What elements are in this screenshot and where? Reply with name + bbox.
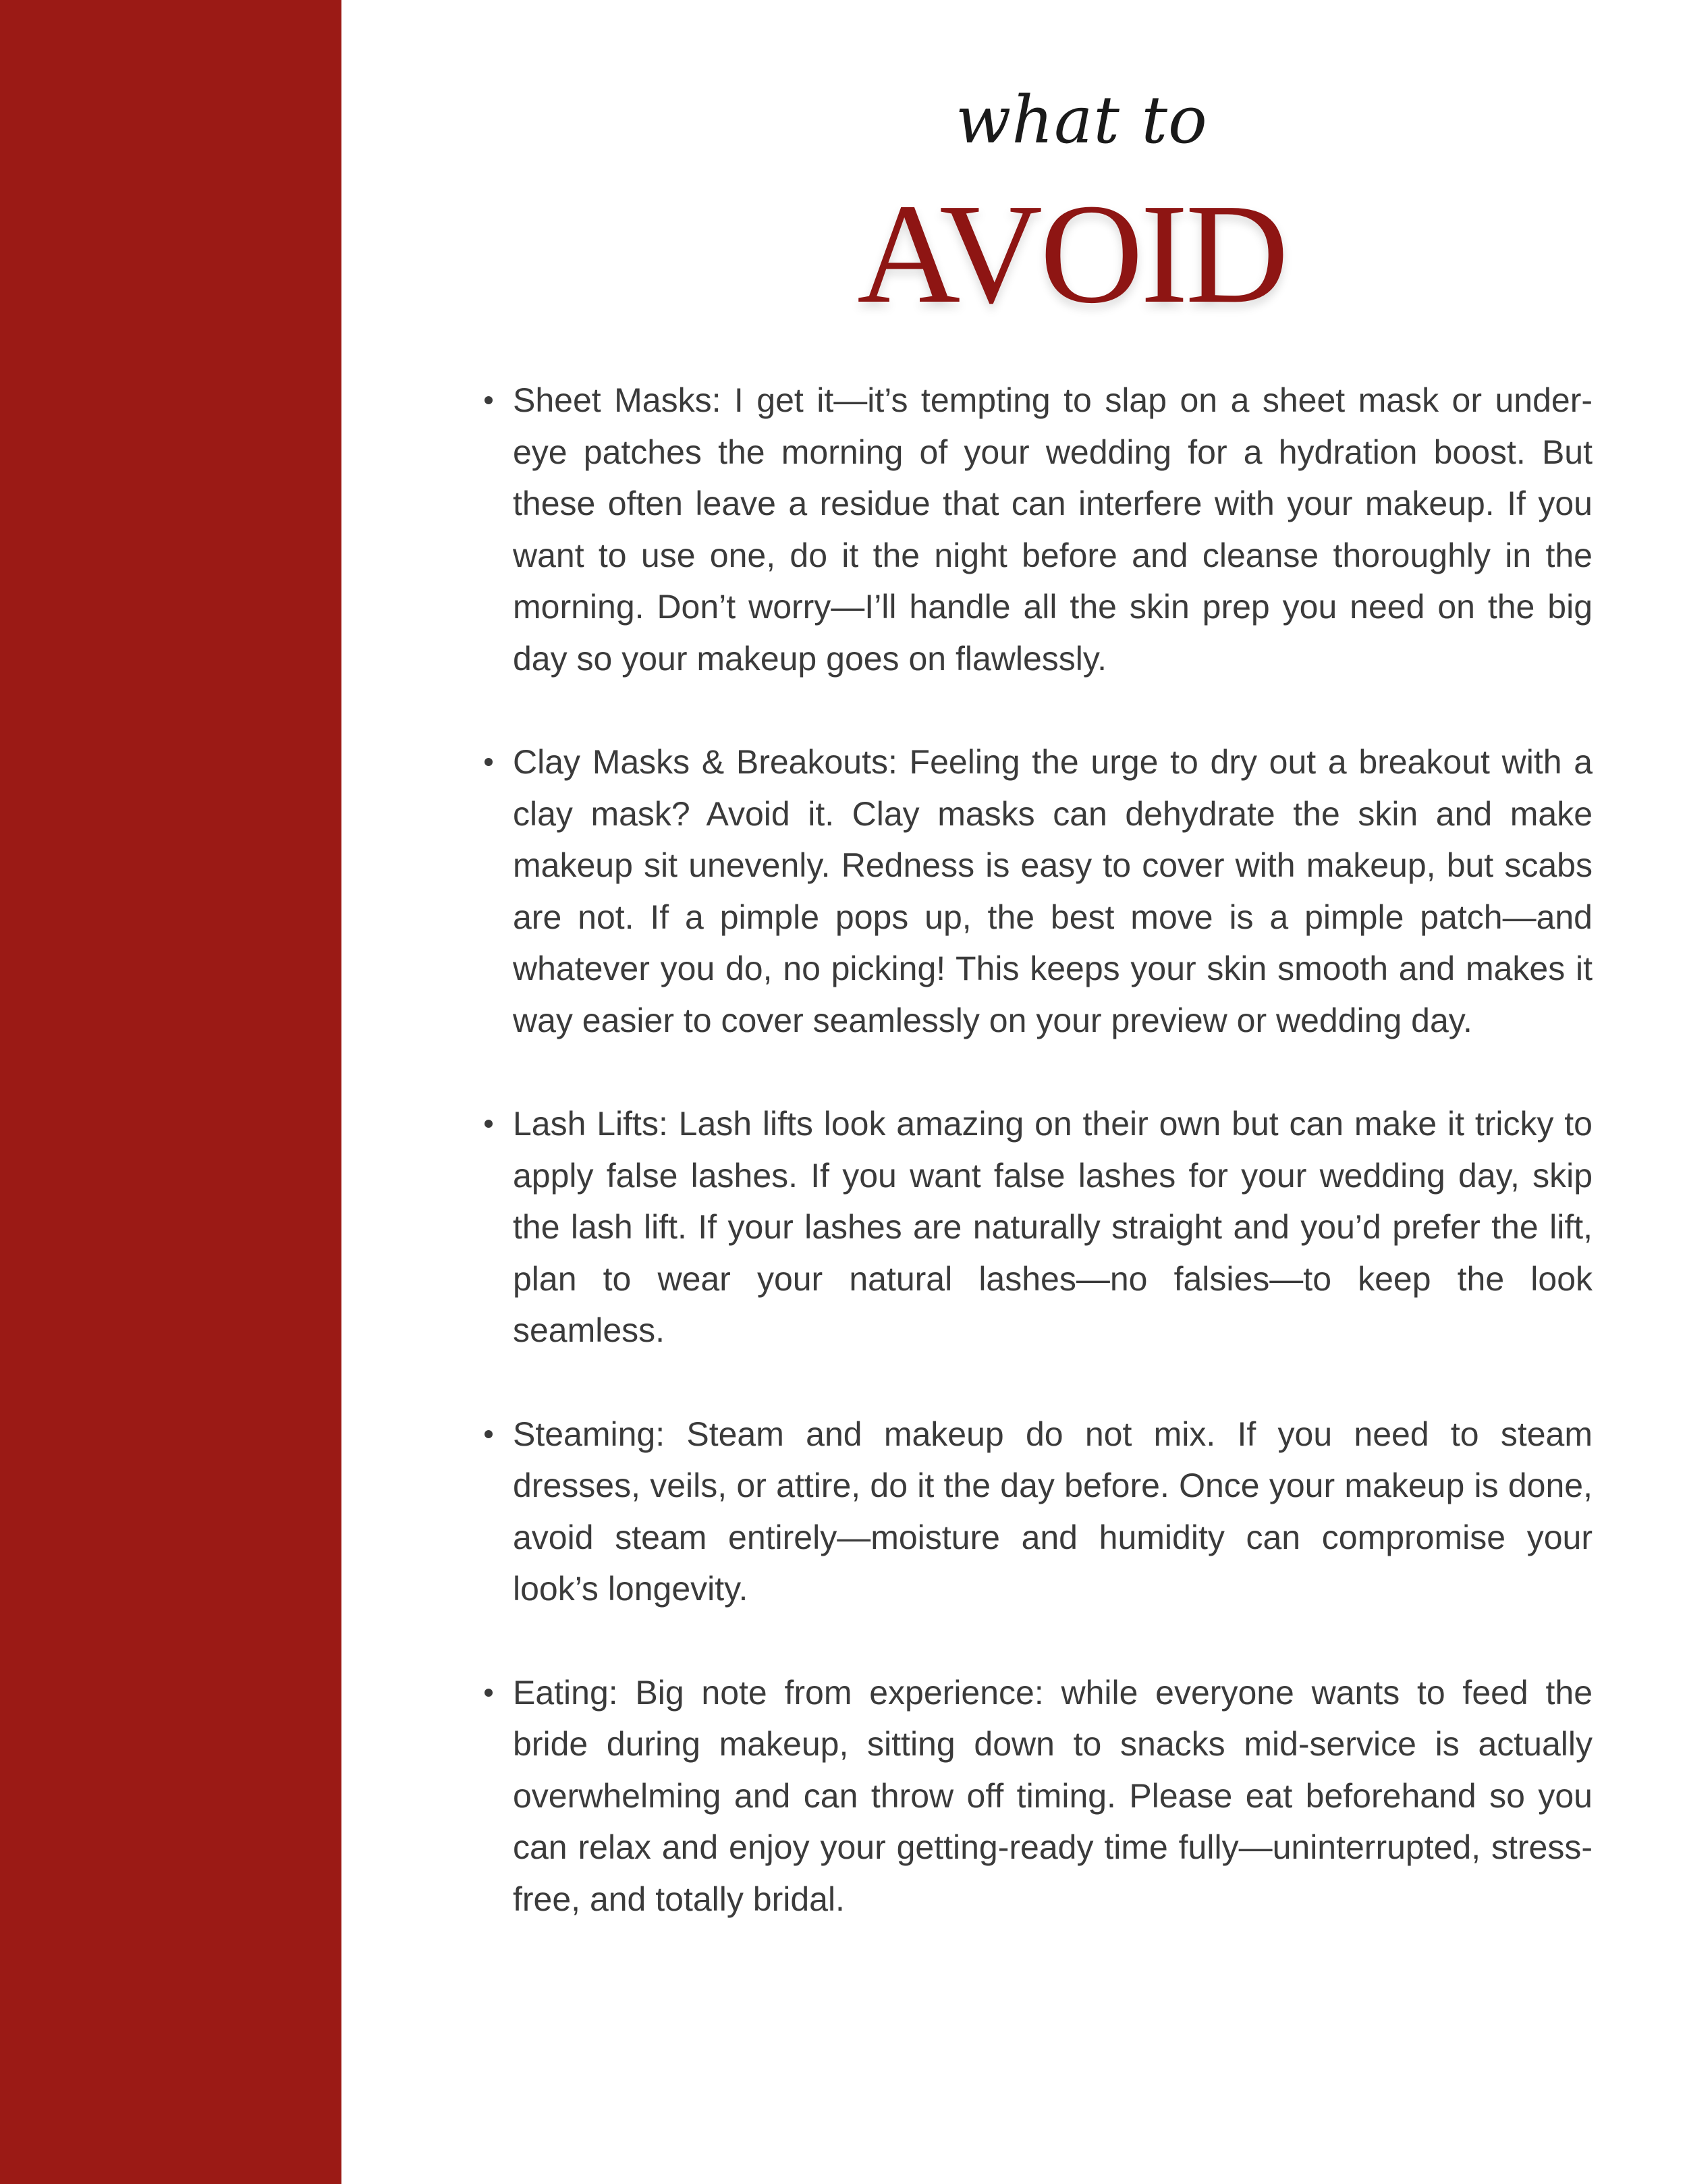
list-item-text: Steaming: Steam and makeup do not mix. If you need to steam dresses, veils, or attire, do it the day before. Once your makeup is done, avoid steam entirely—moisture and humidity can compromise your look’s longevity.	[513, 1415, 1593, 1608]
list-item	[409, 1098, 1593, 1357]
page-title: AVOID	[857, 174, 1286, 333]
list-item-text: Eating: Big note from experience: while everyone wants to feed the bride during makeup, sitting down to snacks mid-service is actually overwhelming and can throw off timing. Please eat beforehand so you can relax and enjoy your getting-ready time fully—uninterrupted, stress-free, and totally bridal.	[513, 1673, 1593, 1918]
bullet-icon	[485, 758, 493, 766]
bullet-icon	[485, 1430, 493, 1438]
heading-script: what to	[956, 82, 1208, 158]
list-item	[409, 736, 1593, 1046]
bullet-icon	[485, 396, 493, 404]
list-item-text: Clay Masks & Breakouts: Feeling the urge to dry out a breakout with a clay mask? Avoid it. Clay masks can dehydrate the skin and make makeup sit unevenly. Redness is easy to cover with makeup, but scabs are not. If a pimple pops up, the best move is a pimple patch—and whatever you do, no picking! This keeps your skin smooth and makes it way easier to cover seamlessly on your preview or wedding day.	[513, 743, 1593, 1039]
bullet-icon	[485, 1120, 493, 1128]
bullet-icon	[485, 1689, 493, 1697]
list-item-text: Lash Lifts: Lash lifts look amazing on their own but can make it tricky to apply false lashes. If you want false lashes for your wedding day, skip the lash lift. If your lashes are naturally straight and you’d prefer the lift, plan to wear your natural lashes—no falsies—to keep the look seamless.	[513, 1105, 1593, 1349]
list-item	[409, 1667, 1593, 1926]
red-sidebar	[0, 0, 341, 2184]
list-item	[409, 375, 1593, 684]
list-item	[409, 1409, 1593, 1615]
list-item-text: Sheet Masks: I get it—it’s tempting to slap on a sheet mask or under-eye patches the morning of your wedding for a hydration boost. But these often leave a residue that can interfere with your makeup. If you want to use one, do it the night before and cleanse thoroughly in the morning. Don’t worry—I’ll handle all the skin prep you need on the big day so your makeup goes on flawlessly.	[513, 381, 1593, 678]
page-content	[341, 0, 1687, 2184]
avoid-list	[409, 375, 1593, 1977]
